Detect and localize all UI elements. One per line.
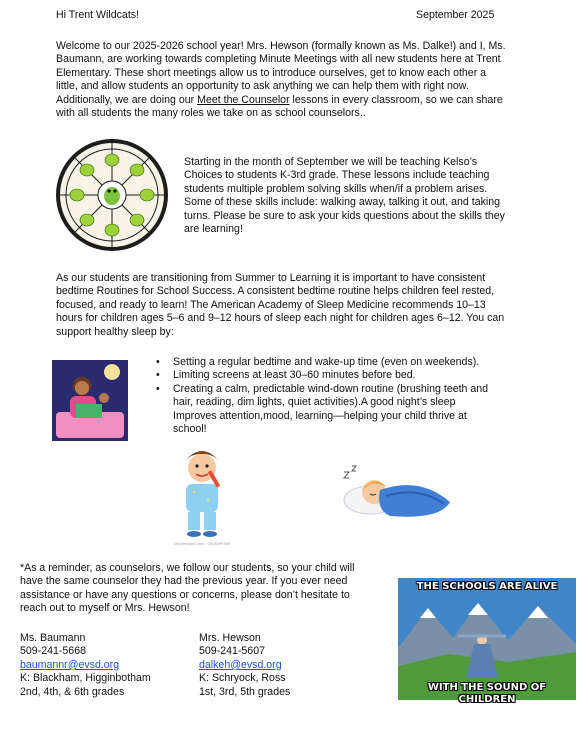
intro-text-after: lessons in every classroom, so we can share with all students the many roles we take on as school counselors..: [56, 93, 503, 120]
contact-grades: 1st, 3rd, 5th grades: [199, 685, 291, 698]
list-item: • Limiting screens at least 30–60 minutes before bed.: [156, 369, 496, 382]
contact-email-link[interactable]: baumannr@evsd.org: [20, 658, 120, 671]
meet-the-counselor-text: Meet the Counselor: [197, 93, 290, 106]
meme-bottom-text: WITH THE SOUND OF CHILDREN: [427, 682, 547, 705]
sleep-tips-list: [156, 356, 496, 436]
reminder-paragraph: *As a reminder, as counselors, we follow our students, so your child will have the same counselor they had the previous year. If you ever need assistance or have any questions or concerns, please don’t hesitate to reach out to myself or Mrs. Hewson!: [20, 562, 355, 615]
list-item: • Setting a regular bedtime and wake-up time (even on weekends).: [156, 356, 496, 369]
boy-image-caption: shutterstock.com · 2508099389: [173, 542, 231, 546]
contact-hewson: [199, 632, 369, 699]
contact-baumann: [20, 632, 190, 699]
list-item: • Creating a calm, predictable wind-down routine (brushing teeth and hair, reading, dim lights, quiet activities).A good night’s sleep Improves attention,mood, learning—helping your child thrive at school!: [156, 383, 496, 437]
newsletter-date: September 2025: [416, 9, 495, 21]
contact-phone: 509-241-5607: [199, 645, 265, 658]
schools-are-alive-meme-image: [398, 578, 576, 705]
greeting: Hi Trent Wildcats!: [56, 9, 140, 21]
contact-email-link[interactable]: dalkeh@evsd.org: [199, 658, 282, 671]
meme-top-text: THE SCHOOLS ARE ALIVE: [416, 581, 558, 592]
intro-paragraph: [56, 40, 508, 120]
contact-phone: 509-241-5668: [20, 645, 86, 658]
contact-name: Mrs. Hewson: [199, 632, 261, 644]
sleeping-child-image: [330, 460, 452, 524]
contact-schools: K: Schryock, Ross: [199, 672, 286, 685]
contact-name: Ms. Baumann: [20, 632, 86, 644]
contact-schools: K: Blackham, Higginbotham: [20, 672, 151, 685]
intro-text-before: Welcome to our 2025-2026 school year! Mrs. Hewson (formally known as Ms. Dalke!) and I, Ms. Baumann, are working towards completing Minute Meetings with all new students here at Trent Elementary. These short meetings allow us to introduce ourselves, get to know each other a little, and allow students an opportunity to ask anything we can help them with right now. Additionally, we are doing our: [56, 40, 506, 106]
contact-grades: 2nd, 4th, & 6th grades: [20, 685, 125, 698]
sleep-paragraph: As our students are transitioning from Summer to Learning it is important to have consistent bedtime Routines for School Success. A consistent bedtime routine helps children feel rested, focused, and ready to learn! The American Academy of Sleep Medicine recommends 10–13 hours for children ages 5–6 and 9–12 hours of sleep each night for children ages 6–12. You can support healthy sleep by:: [56, 272, 505, 338]
child-reading-image: [52, 360, 128, 441]
boy-brushing-teeth-image: [168, 440, 236, 548]
kelso-paragraph: Starting in the month of September we will be teaching Kelso’s Choices to students K-3rd grade. These lessons include teaching students multiple problem solving skills when/if a problem arises. Some of these skills include: walking away, talking it out, and taking turns. Please be sure to ask your kids questions about the skills they are learning!: [184, 156, 505, 236]
kelso-choices-wheel-image: [55, 138, 169, 252]
